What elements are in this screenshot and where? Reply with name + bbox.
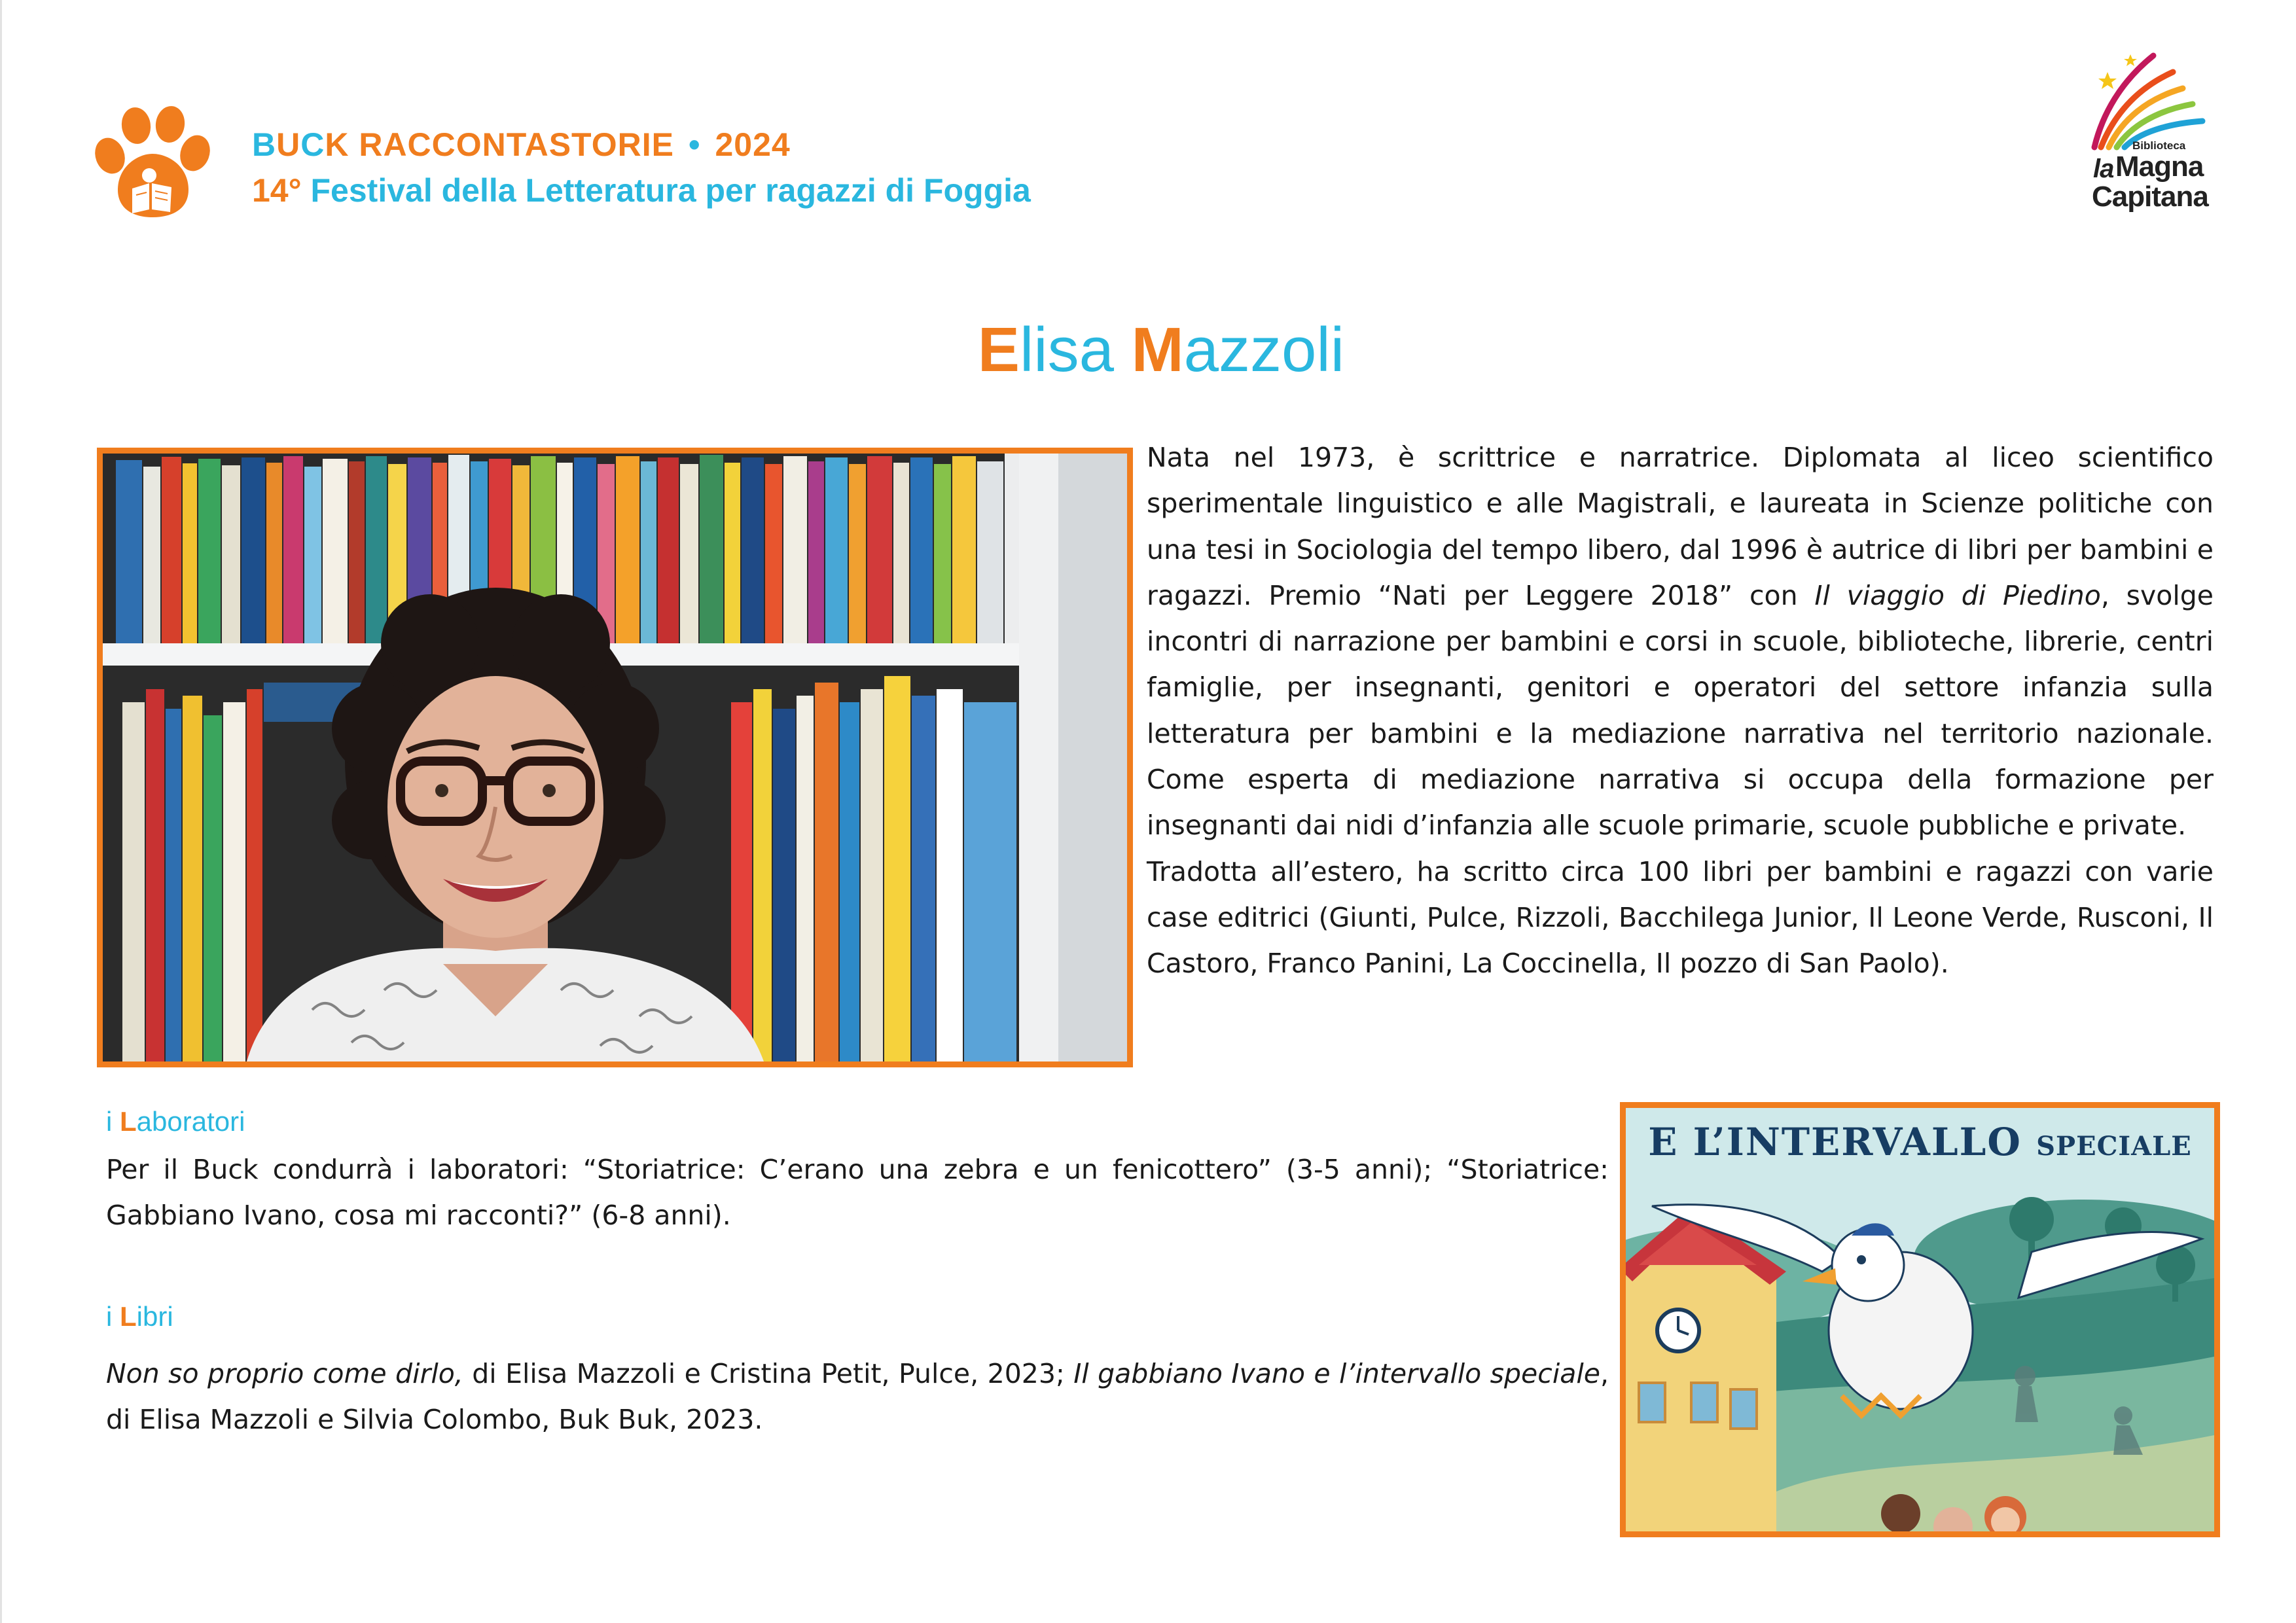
author-last-rest: azzoli	[1183, 315, 1345, 385]
book-cover-title	[1626, 1120, 2214, 1164]
libri-paragraph	[106, 1351, 1609, 1443]
festival-title-c: C	[300, 126, 325, 163]
festival-title-k: K	[325, 126, 350, 163]
festival-title	[252, 126, 791, 164]
biblioteca-capitana: Capitana	[2092, 181, 2208, 213]
author-photo-illustration	[103, 454, 1127, 1061]
laboratori-heading-initial: L	[120, 1106, 137, 1137]
festival-edition-number: 14°	[252, 172, 302, 209]
book-cover-title-small: SPECIALE	[2036, 1131, 2192, 1162]
author-first-rest: lisa	[1019, 315, 1132, 385]
bio-book-title: Il viaggio di Piedino	[1814, 579, 2101, 611]
laboratori-heading	[106, 1106, 245, 1137]
libri-text	[106, 1351, 1609, 1443]
author-bio	[1147, 435, 2214, 987]
libri-book2-rest: , di Elisa Mazzoli e Silvia Colombo, Buk Buk, 2023.	[106, 1358, 1609, 1436]
author-photo	[97, 448, 1133, 1067]
laboratori-paragraph: Per il Buck condurrà i laboratori: “Storiatrice: C’erano una zebra e un fenicottero” (3-5 anni); “Storiatrice: Gabbiano Ivano, cosa mi racconti?” (6-8 anni).	[106, 1154, 1609, 1232]
festival-title-b: B	[252, 126, 277, 163]
author-last-initial: M	[1131, 315, 1184, 385]
libri-book2-title: Il gabbiano Ivano e l’intervallo speciale	[1073, 1358, 1600, 1389]
bio-p1-b: , svolge incontri di narrazione per bambini e corsi in scuole, biblioteche, librerie, centri famiglie, per insegnanti, genitori e operatori del settore infanzia sulla letteratura per bambini e la mediazione narrativa nel territorio nazionale. Come esperta di mediazione narrativa si occupa della formazione per insegnanti dai nidi d’infanzia alle scuole primarie, scuole pubbliche e private.	[1147, 579, 2214, 842]
festival-edition-text: Festival della Letteratura per ragazzi di Foggia	[301, 172, 1031, 209]
laboratori-text	[106, 1147, 1609, 1239]
book-cover-title-main: L’INTERVALLO	[1678, 1120, 2037, 1164]
author-name	[0, 314, 2296, 386]
libri-heading-prefix: i	[106, 1301, 120, 1332]
biblioteca-magna: Magna	[2115, 151, 2204, 183]
paw-book-logo-icon	[92, 105, 213, 219]
biblioteca-label: Biblioteca	[2132, 139, 2186, 152]
festival-title-u: U	[276, 126, 301, 163]
bio-p1-a: Nata nel 1973, è scrittrice e narratrice. Diplomata al liceo scientifico sperimentale linguistico e alle Magistrali, e laureata in Scienze politiche con una tesi in Sociologia del tempo libero, dal 1996 è autrice di libri per bambini e ragazzi. Premio “Nati per Leggere 2018” con	[1147, 442, 2214, 611]
laboratori-heading-prefix: i	[106, 1106, 120, 1137]
libri-heading	[106, 1301, 173, 1332]
page-edge	[0, 0, 2, 1623]
festival-title-rest: RACCONTASTORIE	[349, 126, 674, 163]
biblioteca-la: la	[2093, 154, 2114, 183]
libri-heading-initial: L	[120, 1301, 137, 1332]
festival-year: 2024	[715, 126, 791, 163]
festival-title-dot: •	[688, 126, 701, 163]
libri-heading-rest: ibri	[136, 1301, 173, 1332]
author-first-initial: E	[977, 315, 1020, 385]
bio-paragraph-2: Tradotta all’estero, ha scritto circa 100 libri per bambini e ragazzi con varie case editrici (Giunti, Pulce, Rizzoli, Bacchilega Junior, Il Leone Verde, Rusconi, Il Castoro, Franco Panini, La Coccinella, Il pozzo di San Paolo).	[1147, 855, 2214, 980]
book-cover-image	[1620, 1102, 2220, 1537]
book-cover-title-e: E	[1648, 1120, 1679, 1164]
festival-subtitle	[252, 171, 1031, 209]
bio-paragraph-1	[1147, 435, 2214, 849]
libri-book1-rest: di Elisa Mazzoli e Cristina Petit, Pulce, 2023;	[463, 1358, 1074, 1389]
laboratori-heading-rest: aboratori	[136, 1106, 245, 1137]
book-cover-illustration	[1626, 1108, 2214, 1531]
libri-book1-title: Non so proprio come dirlo,	[106, 1358, 463, 1389]
